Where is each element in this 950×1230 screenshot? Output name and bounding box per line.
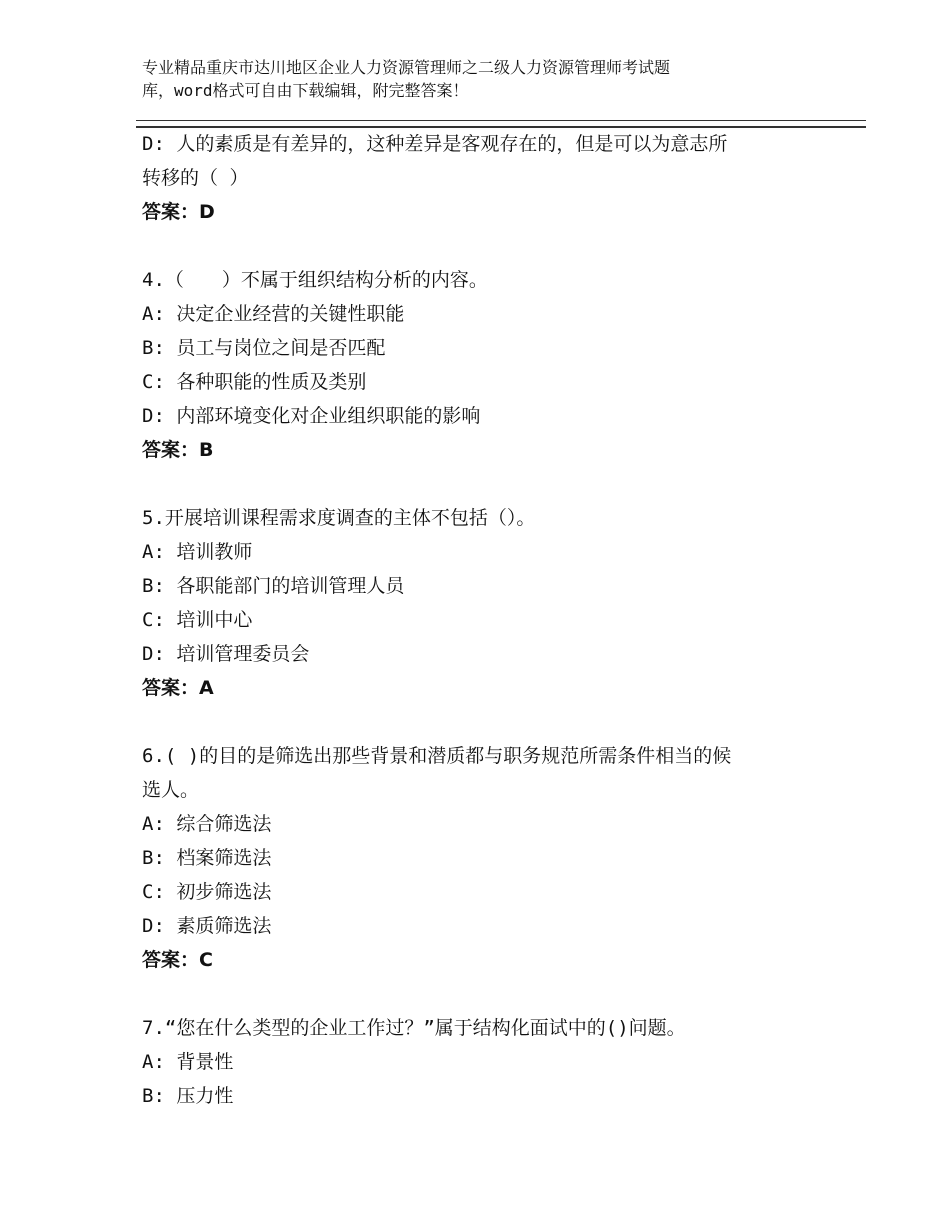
option-b: B: 各职能部门的培训管理人员 — [142, 575, 405, 597]
question-6 — [142, 739, 842, 977]
question-stem: 7.“您在什么类型的企业工作过？”属于结构化面试中的()问题。 — [142, 1017, 686, 1039]
option-b: B: 员工与岗位之间是否匹配 — [142, 337, 386, 359]
question-stem: 5.开展培训课程需求度调查的主体不包括（）。 — [142, 507, 536, 529]
answer-label: 答案：B — [142, 439, 214, 461]
answer-label: 答案：C — [142, 949, 213, 971]
question-4 — [142, 263, 842, 467]
option-c: C: 各种职能的性质及类别 — [142, 371, 367, 393]
answer-label: 答案：A — [142, 677, 214, 699]
option-d: D: 内部环境变化对企业组织职能的影响 — [142, 405, 481, 427]
option-d-line: D: 人的素质是有差异的，这种差异是客观存在的，但是可以为意志所 — [142, 133, 728, 155]
document-header — [142, 56, 822, 102]
question-7 — [142, 1011, 842, 1113]
option-a: A: 综合筛选法 — [142, 813, 272, 835]
option-c: C: 培训中心 — [142, 609, 253, 631]
question-stem-cont: 选人。 — [142, 779, 200, 801]
option-a: A: 培训教师 — [142, 541, 253, 563]
header-title-line-2: 库，word格式可自由下载编辑，附完整答案！ — [142, 81, 469, 100]
option-a: A: 决定企业经营的关键性职能 — [142, 303, 405, 325]
option-d: D: 素质筛选法 — [142, 915, 272, 937]
question-5 — [142, 501, 842, 705]
question-3-continued — [142, 127, 842, 229]
option-d: D: 培训管理委员会 — [142, 643, 310, 665]
option-c: C: 初步筛选法 — [142, 881, 272, 903]
header-title-line-1: 专业精品重庆市达川地区企业人力资源管理师之二级人力资源管理师考试题 — [142, 58, 671, 77]
answer-label: 答案：D — [142, 201, 215, 223]
option-b: B: 档案筛选法 — [142, 847, 272, 869]
option-d-line-cont: 转移的（ ） — [142, 167, 249, 189]
question-stem: 6.( )的目的是筛选出那些背景和潜质都与职务规范所需条件相当的候 — [142, 745, 732, 767]
question-list — [142, 127, 842, 1113]
option-a: A: 背景性 — [142, 1051, 234, 1073]
question-stem: 4.（ ）不属于组织结构分析的内容。 — [142, 269, 488, 291]
option-b: B: 压力性 — [142, 1085, 234, 1107]
